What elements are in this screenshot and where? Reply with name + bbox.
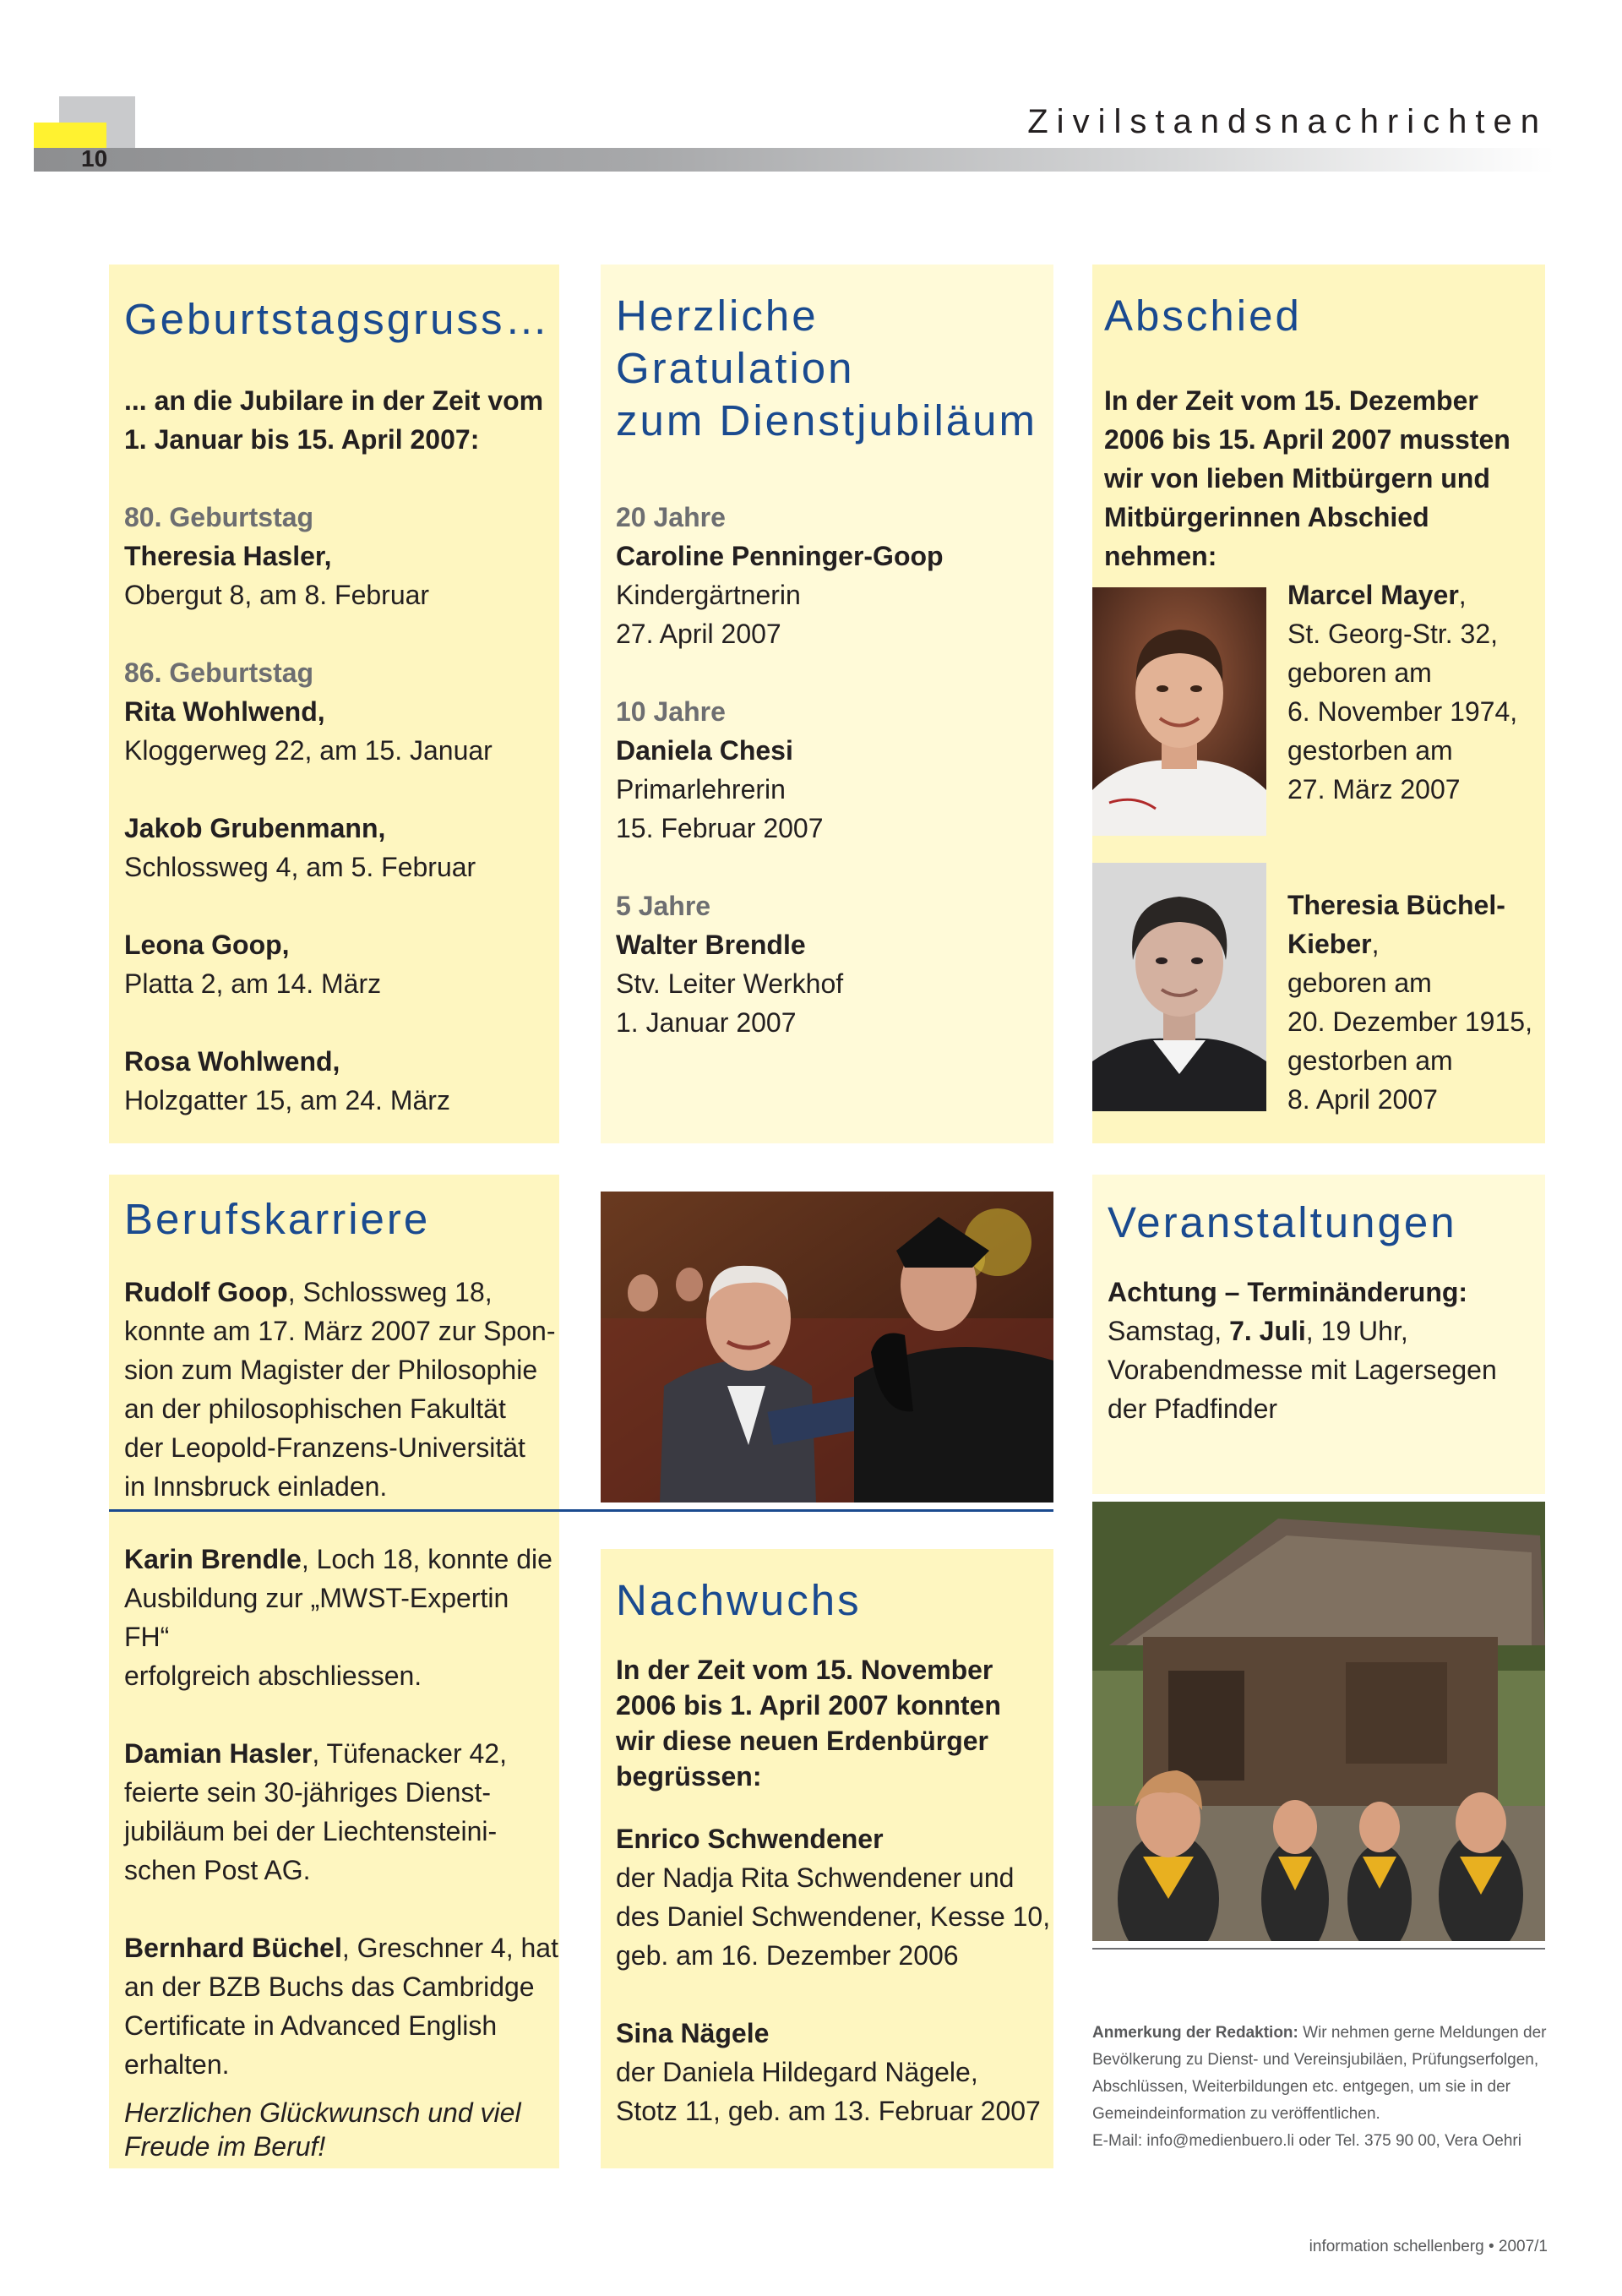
career-rudolf-line: konnte am 17. März 2007 zur Spon- bbox=[124, 1316, 556, 1346]
career-box bbox=[109, 1175, 559, 2168]
graduation-photo bbox=[601, 1192, 1053, 1502]
service-role: Primarlehrerin bbox=[616, 774, 786, 804]
editor-note-line: Wir nehmen gerne Meldungen der bbox=[1298, 2024, 1547, 2042]
career-bernhard-line: , Greschner 4, hat bbox=[341, 1933, 558, 1963]
birthdays-intro-1: ... an die Jubilare in der Zeit vom bbox=[124, 385, 544, 416]
career-rudolf-line: an der philosophischen Fakultät bbox=[124, 1393, 506, 1424]
events-date-suffix: , 19 Uhr, bbox=[1305, 1316, 1408, 1346]
career-closing-line2: Freude im Beruf! bbox=[124, 2131, 326, 2162]
editor-note-label: Anmerkung der Redaktion: bbox=[1092, 2024, 1298, 2042]
service-years: 10 Jahre bbox=[616, 696, 726, 727]
editor-note bbox=[1092, 2020, 1549, 2155]
birthdays-box bbox=[109, 265, 559, 1143]
career-karin-line: Ausbildung zur „MWST-Expertin FH“ bbox=[124, 1583, 509, 1652]
career-damian-name: Damian Hasler bbox=[124, 1738, 313, 1769]
farewell-person2-line: 8. April 2007 bbox=[1287, 1084, 1438, 1115]
service-date: 1. Januar 2007 bbox=[616, 1007, 797, 1038]
career-closing-line1: Herzlichen Glückwunsch und viel bbox=[124, 2097, 521, 2128]
footer-publication: information schellenberg • 2007/1 bbox=[1309, 2238, 1548, 2255]
farewell-person2-name-line1: Theresia Büchel- bbox=[1287, 890, 1505, 920]
birthday-detail: Schlossweg 4, am 5. Februar bbox=[124, 852, 476, 882]
service-years: 20 Jahre bbox=[616, 502, 726, 532]
farewell-person1-name: Marcel Mayer bbox=[1287, 580, 1459, 610]
births-intro-line: wir diese neuen Erdenbürger bbox=[616, 1726, 988, 1756]
births-intro bbox=[616, 1652, 1051, 1794]
career-bernhard-name: Bernhard Büchel bbox=[124, 1933, 342, 1963]
service-heading-line3: zum Dienstjubiläum bbox=[616, 396, 1038, 444]
career-rudolf bbox=[124, 1273, 559, 1506]
scouts-camp-icon bbox=[1092, 1502, 1545, 1941]
birth-name: Sina Nägele bbox=[616, 2018, 770, 2048]
career-karin-line: , Loch 18, konnte die bbox=[301, 1544, 552, 1574]
events-text bbox=[1108, 1273, 1543, 1428]
header-gradient-bar bbox=[34, 148, 1554, 172]
farewell-intro-line: Mitbürgerinnen Abschied nehmen: bbox=[1104, 502, 1429, 571]
birthday-detail: Holzgatter 15, am 24. März bbox=[124, 1085, 450, 1115]
farewell-person2-line: 20. Dezember 1915, bbox=[1287, 1006, 1532, 1037]
birthday-detail: Obergut 8, am 8. Februar bbox=[124, 580, 430, 610]
farewell-box bbox=[1092, 265, 1545, 1143]
birthday-occasion: 86. Geburtstag bbox=[124, 657, 314, 688]
farewell-intro bbox=[1104, 381, 1539, 575]
editor-note-line: Abschlüssen, Weiterbildungen etc. entgegen, um sie in der bbox=[1092, 2078, 1511, 2096]
birthday-detail: Platta 2, am 14. März bbox=[124, 968, 382, 999]
farewell-heading: Abschied bbox=[1104, 292, 1302, 340]
farewell-intro-line: In der Zeit vom 15. Dezember bbox=[1104, 385, 1478, 416]
birth-name: Enrico Schwendener bbox=[616, 1824, 884, 1854]
editor-note-line: E-Mail: info@medienbuero.li oder Tel. 375 90 00, Vera Oehri bbox=[1092, 2132, 1521, 2150]
service-text bbox=[616, 498, 1042, 1042]
portrait-young-man-icon bbox=[1092, 587, 1266, 836]
farewell-person1-line: St. Georg-Str. 32, bbox=[1287, 619, 1498, 649]
births-box bbox=[601, 1549, 1053, 2168]
farewell-person2: Theresia Büchel- Kieber, geboren am 20. Dezember 1915, gestorben am 8. April 2007 bbox=[1287, 886, 1541, 1119]
birthdays-heading: Geburtstagsgruss… bbox=[124, 295, 551, 343]
career-damian-line: , Tüfenacker 42, bbox=[312, 1738, 507, 1769]
events-divider-rule bbox=[1092, 1948, 1545, 1950]
career-karin-name: Karin Brendle bbox=[124, 1544, 302, 1574]
career-damian-line: schen Post AG. bbox=[124, 1855, 311, 1885]
career-damian-line: jubiläum bei der Liechtensteini- bbox=[124, 1816, 498, 1846]
birth-line: des Daniel Schwendener, Kesse 10, bbox=[616, 1901, 1051, 1932]
career-rudolf-name: Rudolf Goop bbox=[124, 1277, 288, 1307]
career-rudolf-line: der Leopold-Franzens-Universität bbox=[124, 1432, 525, 1463]
births-heading: Nachwuchs bbox=[616, 1576, 862, 1624]
section-title: Zivilstandsnachrichten bbox=[1027, 103, 1548, 140]
events-notice: Achtung – Terminänderung: bbox=[1108, 1277, 1468, 1307]
service-heading-line2: Gratulation bbox=[616, 344, 855, 392]
birthday-name: Rosa Wohlwend, bbox=[124, 1046, 340, 1077]
service-years: 5 Jahre bbox=[616, 891, 711, 921]
career-rudolf-line: in Innsbruck einladen. bbox=[124, 1471, 388, 1502]
farewell-person1-line: 6. November 1974, bbox=[1287, 696, 1518, 727]
portrait-marcel-mayer bbox=[1092, 587, 1266, 836]
events-line: der Pfadfinder bbox=[1108, 1393, 1278, 1424]
events-date-bold: 7. Juli bbox=[1229, 1316, 1306, 1346]
farewell-person1-line: gestorben am bbox=[1287, 735, 1453, 766]
birth-line: Stotz 11, geb. am 13. Februar 2007 bbox=[616, 2096, 1041, 2126]
portrait-theresia-buechel bbox=[1092, 863, 1266, 1111]
birth-line: der Nadja Rita Schwendener und bbox=[616, 1862, 1015, 1893]
birthday-name: Theresia Hasler, bbox=[124, 541, 332, 571]
birthday-occasion: 80. Geburtstag bbox=[124, 502, 314, 532]
career-bernhard-line: an der BZB Buchs das Cambridge bbox=[124, 1972, 535, 2002]
farewell-person2-line: gestorben am bbox=[1287, 1045, 1453, 1076]
service-date: 27. April 2007 bbox=[616, 619, 781, 649]
farewell-intro-line: 2006 bis 15. April 2007 mussten bbox=[1104, 424, 1510, 455]
farewell-person2-name-line2: Kieber bbox=[1287, 929, 1372, 959]
birthdays-text bbox=[124, 381, 551, 1120]
career-heading: Berufskarriere bbox=[124, 1195, 431, 1243]
births-intro-line: begrüssen: bbox=[616, 1761, 762, 1792]
births-intro-line: 2006 bis 1. April 2007 konnten bbox=[616, 1690, 1001, 1721]
farewell-person1: Marcel Mayer, St. Georg-Str. 32, geboren am 6. November 1974, gestorben am 27. März 2007 bbox=[1287, 575, 1541, 809]
portrait-elderly-woman-icon bbox=[1092, 863, 1266, 1111]
events-box bbox=[1092, 1175, 1545, 1494]
career-bernhard-line: Certificate in Advanced English bbox=[124, 2010, 498, 2041]
service-role: Kindergärtnerin bbox=[616, 580, 801, 610]
events-heading: Veranstaltungen bbox=[1108, 1198, 1457, 1246]
events-line: Vorabendmesse mit Lagersegen bbox=[1108, 1355, 1497, 1385]
birthdays-intro-2: 1. Januar bis 15. April 2007: bbox=[124, 424, 480, 455]
editor-note-line: Bevölkerung zu Dienst- und Vereinsjubiläen, Prüfungserfolgen, bbox=[1092, 2051, 1539, 2069]
birth-line: geb. am 16. Dezember 2006 bbox=[616, 1940, 959, 1971]
birthday-name: Jakob Grubenmann, bbox=[124, 813, 386, 843]
births-intro-line: In der Zeit vom 15. November bbox=[616, 1655, 993, 1685]
career-rudolf-line: sion zum Magister der Philosophie bbox=[124, 1355, 538, 1385]
events-date-prefix: Samstag, bbox=[1108, 1316, 1230, 1346]
scouts-photo bbox=[1092, 1502, 1545, 1941]
editor-note-line: Gemeindeinformation zu veröffentlichen. bbox=[1092, 2105, 1380, 2123]
farewell-person2-line: geboren am bbox=[1287, 968, 1432, 998]
service-date: 15. Februar 2007 bbox=[616, 813, 824, 843]
page-number: 10 bbox=[81, 145, 108, 172]
career-karin-line: erfolgreich abschliessen. bbox=[124, 1661, 422, 1691]
births-entries bbox=[616, 1819, 1051, 2130]
service-name: Daniela Chesi bbox=[616, 735, 793, 766]
birthday-name: Leona Goop, bbox=[124, 930, 290, 960]
service-name: Caroline Penninger-Goop bbox=[616, 541, 944, 571]
birthday-detail: Kloggerweg 22, am 15. Januar bbox=[124, 735, 493, 766]
service-heading bbox=[616, 290, 1037, 447]
career-damian-line: feierte sein 30-jähriges Dienst- bbox=[124, 1777, 491, 1808]
career-others bbox=[124, 1540, 559, 2163]
birth-line: der Daniela Hildegard Nägele, bbox=[616, 2057, 978, 2087]
farewell-person1-line: geboren am bbox=[1287, 657, 1432, 688]
service-box bbox=[601, 265, 1053, 1143]
farewell-intro-line: wir von lieben Mitbürgern und bbox=[1104, 463, 1490, 494]
service-role: Stv. Leiter Werkhof bbox=[616, 968, 844, 999]
career-divider-rule bbox=[109, 1509, 1053, 1512]
career-rudolf-line: , Schlossweg 18, bbox=[287, 1277, 493, 1307]
service-heading-line1: Herzliche bbox=[616, 292, 819, 340]
farewell-person1-line: 27. März 2007 bbox=[1287, 774, 1461, 804]
service-name: Walter Brendle bbox=[616, 930, 806, 960]
career-bernhard-line: erhalten. bbox=[124, 2049, 230, 2080]
graduation-ceremony-icon bbox=[601, 1192, 1053, 1502]
birthday-name: Rita Wohlwend, bbox=[124, 696, 325, 727]
